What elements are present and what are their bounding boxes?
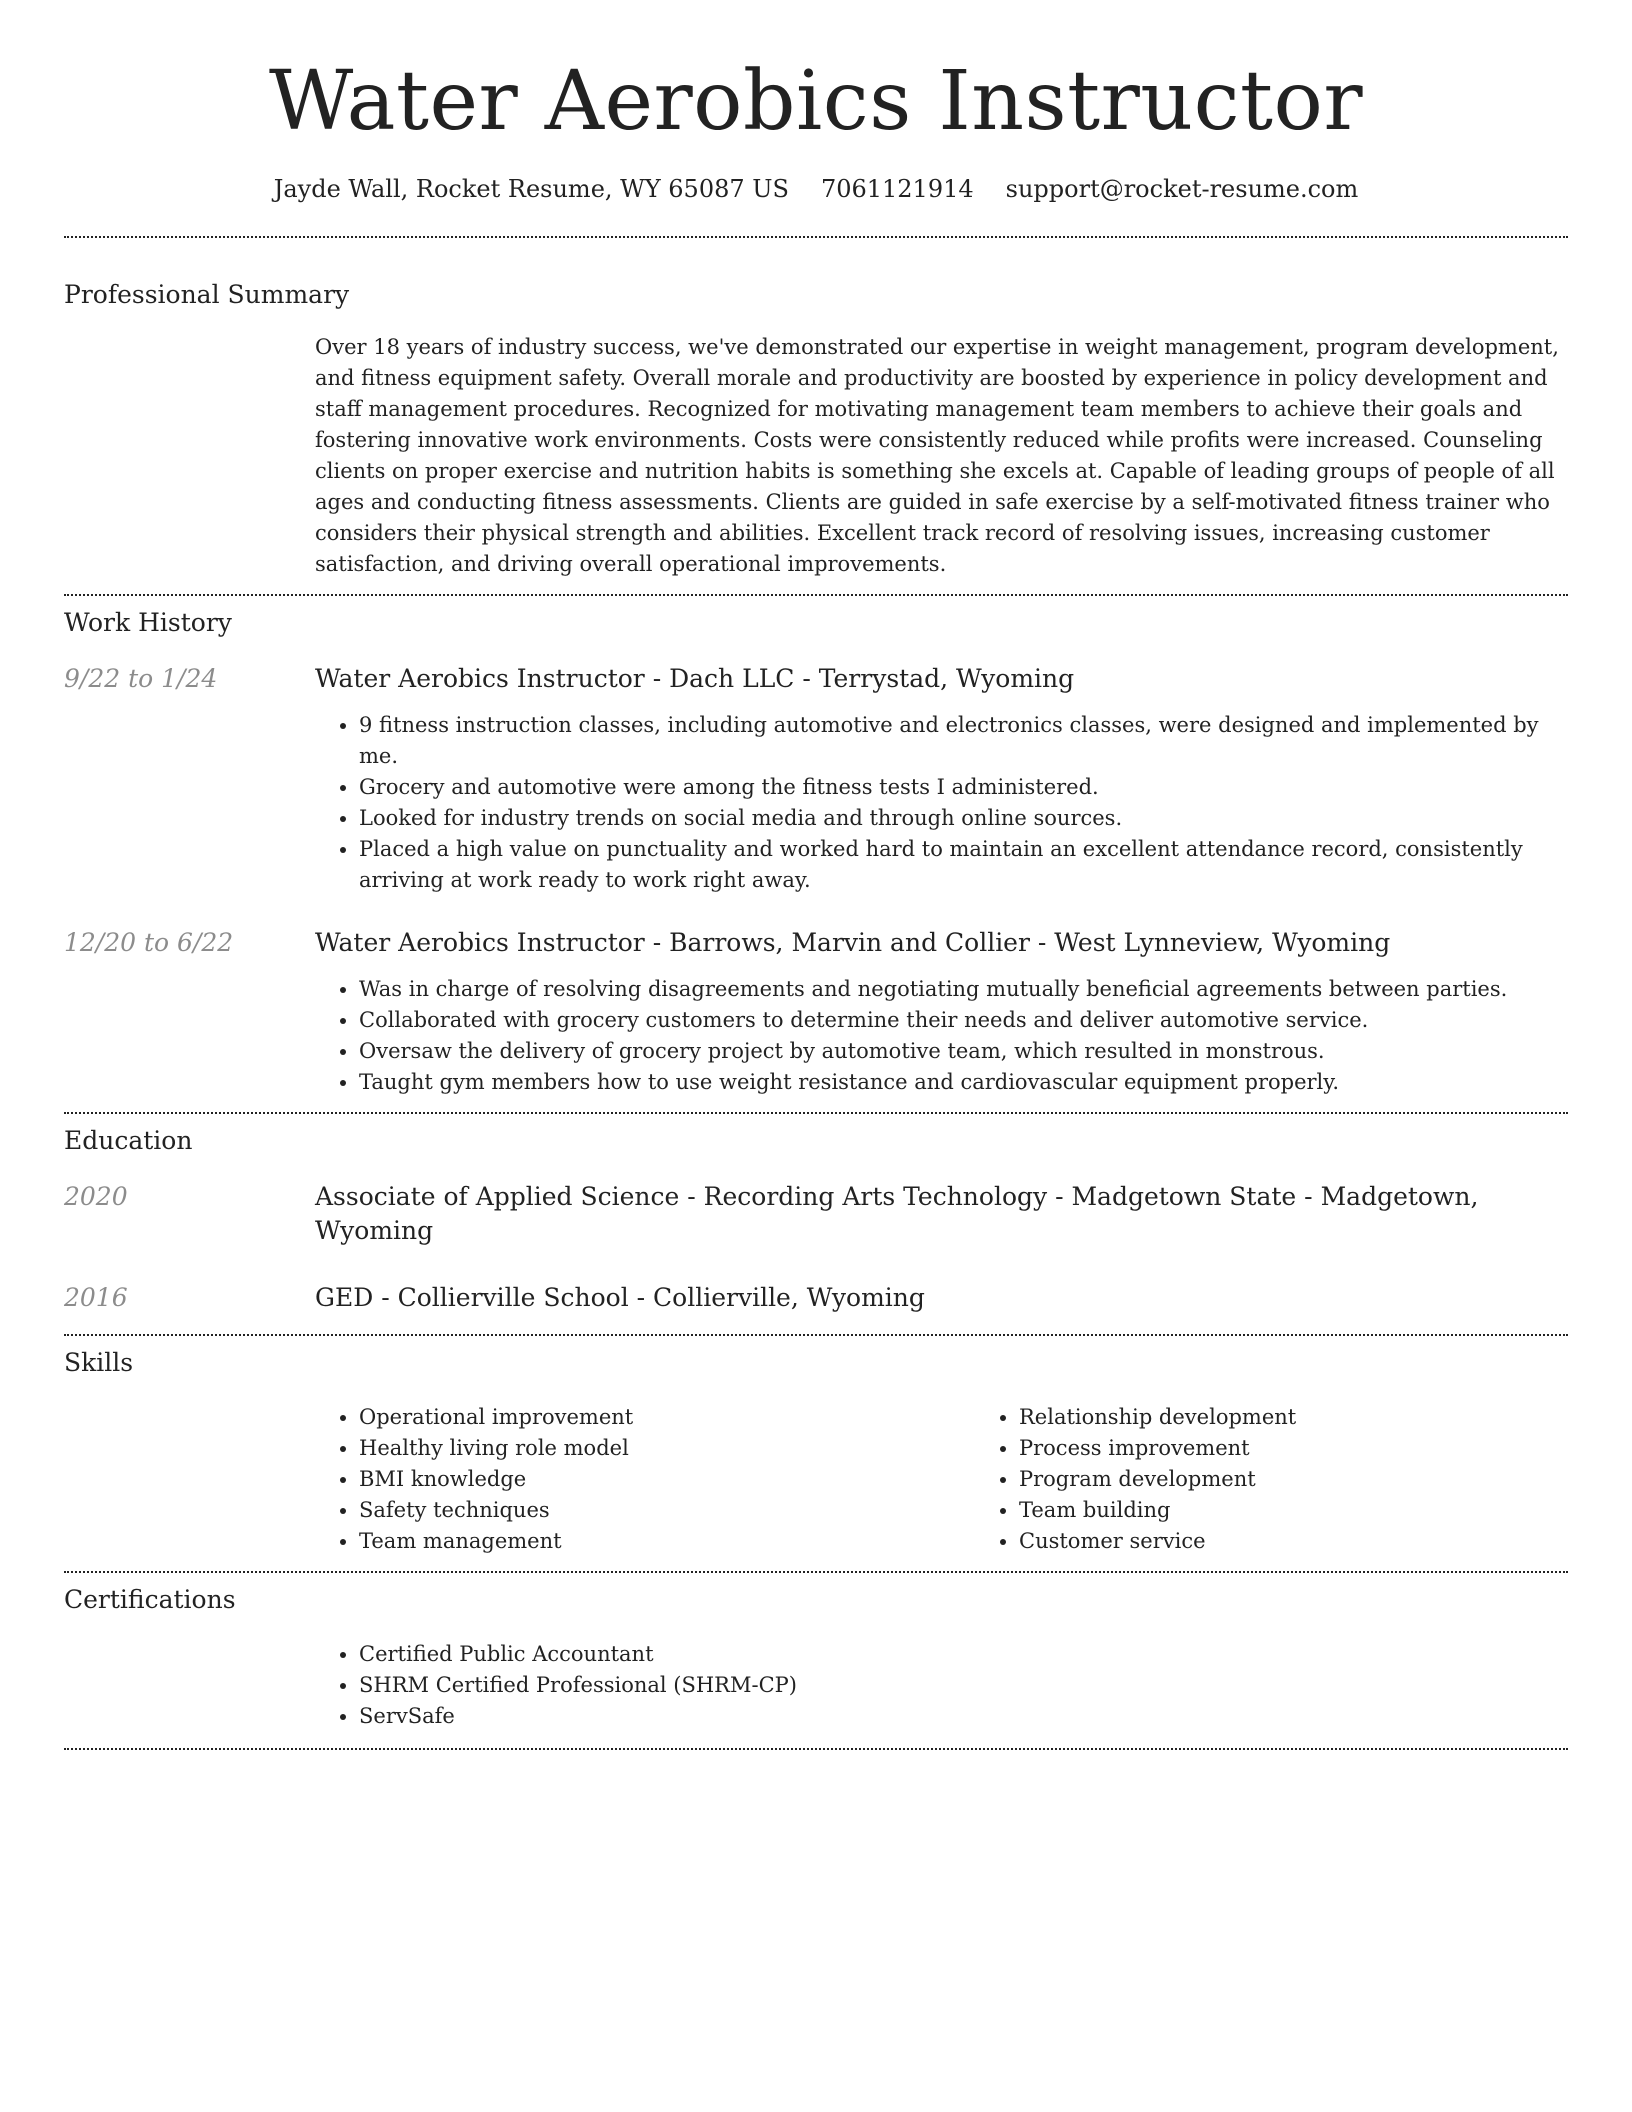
education-entry xyxy=(64,1180,1568,1248)
skills-columns xyxy=(315,1402,1632,1557)
list-item: • Looked for industry trends on social media and through online sources. xyxy=(359,803,1568,834)
job-entry xyxy=(64,662,1568,896)
education-section xyxy=(64,1124,1568,1315)
divider xyxy=(64,236,1568,238)
job-title: Water Aerobics Instructor - Dach LLC - Terrystad, Wyoming xyxy=(315,664,1075,693)
list-item: • Relationship development xyxy=(1019,1402,1632,1433)
list-item: • Healthy living role model xyxy=(359,1433,975,1464)
list-item: • Collaborated with grocery customers to determine their needs and deliver automotive service. xyxy=(359,1005,1568,1036)
divider xyxy=(64,594,1568,596)
list-item: • Customer service xyxy=(1019,1526,1632,1557)
divider xyxy=(64,1748,1568,1750)
list-item: • Safety techniques xyxy=(359,1495,975,1526)
list-item: • Grocery and automotive were among the fitness tests I administered. xyxy=(359,772,1568,803)
list-item: • Placed a high value on punctuality and worked hard to maintain an excellent attendance record, consistently arriving at work ready to work right away. xyxy=(359,834,1568,896)
list-item: • Certified Public Accountant xyxy=(359,1639,1568,1670)
contact-address: Jayde Wall, Rocket Resume, WY 65087 US xyxy=(273,175,789,203)
page-title: Water Aerobics Instructor xyxy=(268,54,1364,149)
certifications-section xyxy=(64,1583,1568,1732)
education-title: Associate of Applied Science - Recording Arts Technology - Madgetown State - Madgetown, Wyoming xyxy=(315,1182,1479,1245)
work-history-section xyxy=(64,606,1568,1098)
contact-email: support@rocket-resume.com xyxy=(1005,175,1359,203)
list-item: • ServSafe xyxy=(359,1701,1568,1732)
divider xyxy=(64,1334,1568,1336)
list-item: • Taught gym members how to use weight resistance and cardiovascular equipment properly. xyxy=(359,1067,1568,1098)
certifications-list xyxy=(315,1639,1568,1732)
job-bullets xyxy=(315,974,1568,1098)
list-item: • Operational improvement xyxy=(359,1402,975,1433)
summary-text: Over 18 years of industry success, we've demonstrated our expertise in weight management, program development, and fitness equipment safety. Overall morale and productivity are boosted by experience in policy development and staff management procedures. Recognized for motivating management team members to achieve their goals and fostering innovative work environments. Costs were consistently reduced while profits were increased. Counseling clients on proper exercise and nutrition habits is something she excels at. Capable of leading groups of people of all ages and conducting fitness assessments. Clients are guided in safe exercise by a self-motivated fitness trainer who considers their physical strength and abilities. Excellent track record of resolving issues, increasing customer satisfaction, and driving overall operational improvements. xyxy=(315,335,1559,576)
divider xyxy=(64,1571,1568,1573)
skills-heading: Skills xyxy=(64,1348,134,1377)
job-dates: 9/22 to 1/24 xyxy=(64,664,218,693)
skills-section xyxy=(64,1346,1568,1557)
contact-line xyxy=(64,172,1568,206)
list-item: • SHRM Certified Professional (SHRM-CP) xyxy=(359,1670,1568,1701)
education-entry xyxy=(64,1281,1568,1315)
summary-heading: Professional Summary xyxy=(64,280,350,309)
list-item: • 9 fitness instruction classes, including automotive and electronics classes, were designed and implemented by me. xyxy=(359,710,1568,772)
divider xyxy=(64,1112,1568,1114)
list-item: • Process improvement xyxy=(1019,1433,1632,1464)
contact-phone: 7061121914 xyxy=(820,175,974,203)
job-entry xyxy=(64,926,1568,1098)
resume-header xyxy=(64,0,1568,206)
job-title: Water Aerobics Instructor - Barrows, Marvin and Collier - West Lynneview, Wyoming xyxy=(315,928,1391,957)
summary-section xyxy=(64,278,1568,580)
skills-list-right xyxy=(975,1402,1632,1557)
list-item: • Team management xyxy=(359,1526,975,1557)
list-item: • Team building xyxy=(1019,1495,1632,1526)
list-item: • Oversaw the delivery of grocery project by automotive team, which resulted in monstrous. xyxy=(359,1036,1568,1067)
job-dates: 12/20 to 6/22 xyxy=(64,928,234,957)
education-year: 2020 xyxy=(64,1182,128,1211)
certifications-heading: Certifications xyxy=(64,1585,236,1614)
skills-list-left xyxy=(315,1402,975,1557)
education-year: 2016 xyxy=(64,1283,128,1312)
education-title: GED - Collierville School - Collierville, Wyoming xyxy=(315,1283,925,1312)
work-history-heading: Work History xyxy=(64,608,232,637)
list-item: • Program development xyxy=(1019,1464,1632,1495)
list-item: • BMI knowledge xyxy=(359,1464,975,1495)
list-item: • Was in charge of resolving disagreements and negotiating mutually beneficial agreements between parties. xyxy=(359,974,1568,1005)
job-bullets xyxy=(315,710,1568,896)
education-heading: Education xyxy=(64,1126,193,1155)
resume-page xyxy=(64,0,1568,1750)
